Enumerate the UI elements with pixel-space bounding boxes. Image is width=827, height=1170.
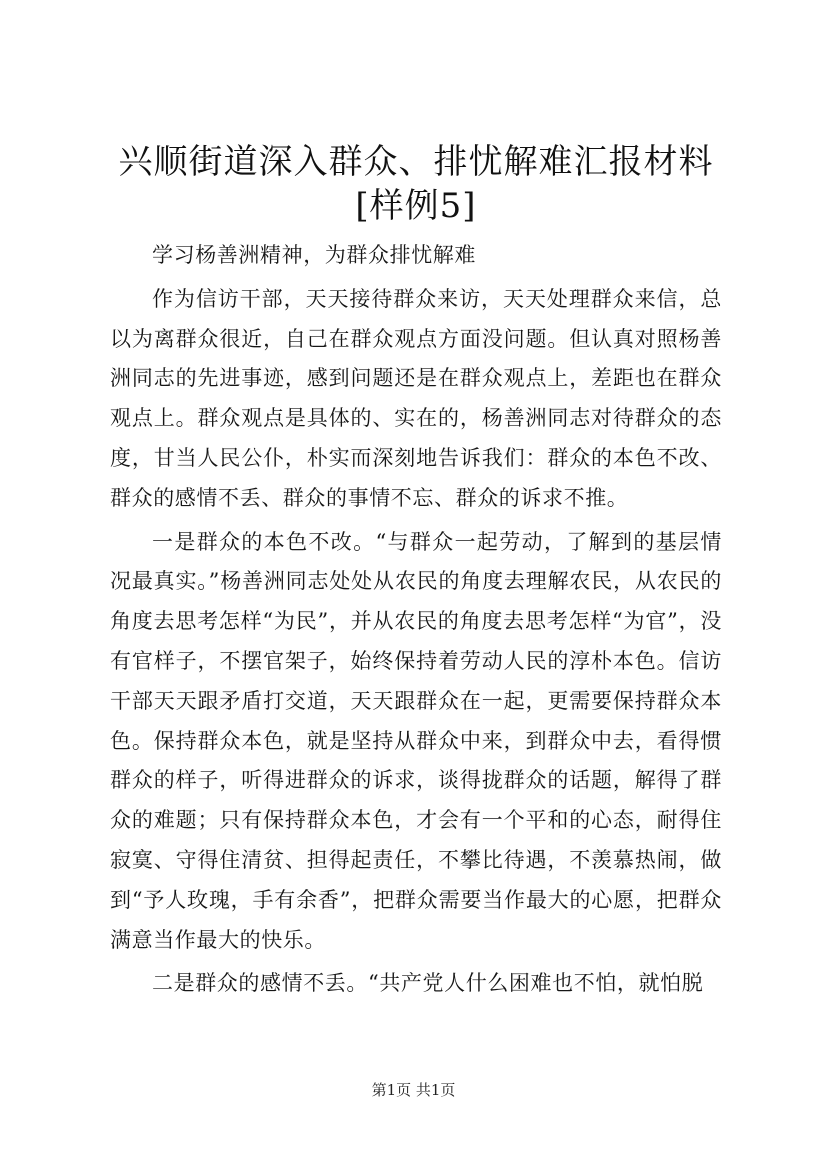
- document-title: 兴顺街道深入群众、排忧解难汇报材料[样例5]: [118, 142, 714, 226]
- paragraph-heading: 学习杨善洲精神，为群众排忧解难: [152, 243, 476, 267]
- page-footer: 第1页 共1页: [371, 1081, 456, 1099]
- document-body: [110, 236, 722, 1008]
- paragraph-point-two: 二是群众的感情不丢。“共产党人什么困难也不怕，就怕脱: [152, 971, 704, 996]
- paragraph-intro: 作为信访干部，天天接待群众来访，天天处理群众来信，总以为离群众很近，自己在群众观点方面没问题。但认真对照杨善洲同志的先进事迹，感到问题还是在群众观点上，差距也在群众观点上。群众观点是具体的、实在的，杨善洲同志对待群众的态度，甘当人民公仆，朴实而深刻地告诉我们：群众的本色不改、群众的感情不丢、群众的事情不忘、群众的诉求不推。: [110, 286, 722, 510]
- paragraph-point-one: 一是群众的本色不改。“与群众一起劳动，了解到的基层情况最真实。”杨善洲同志处处从农民的角度去理解农民，从农民的角度去思考怎样“为民”，并从农民的角度去思考怎样“为官”，没有官样子，不摆官架子，始终保持着劳动人民的淳朴本色。信访干部天天跟矛盾打交道，天天跟群众在一起，更需要保持群众本色。保持群众本色，就是坚持从群众中来，到群众中去，看得惯群众的样子，听得进群众的诉求，谈得拢群众的话题，解得了群众的难题；只有保持群众本色，才会有一个平和的心态，耐得住寂寞、守得住清贫、担得起责任，不攀比待遇，不羡慕热闹，做到“予人玫瑰，手有余香”，把群众需要当作最大的心愿，把群众满意当作最大的快乐。: [110, 529, 722, 952]
